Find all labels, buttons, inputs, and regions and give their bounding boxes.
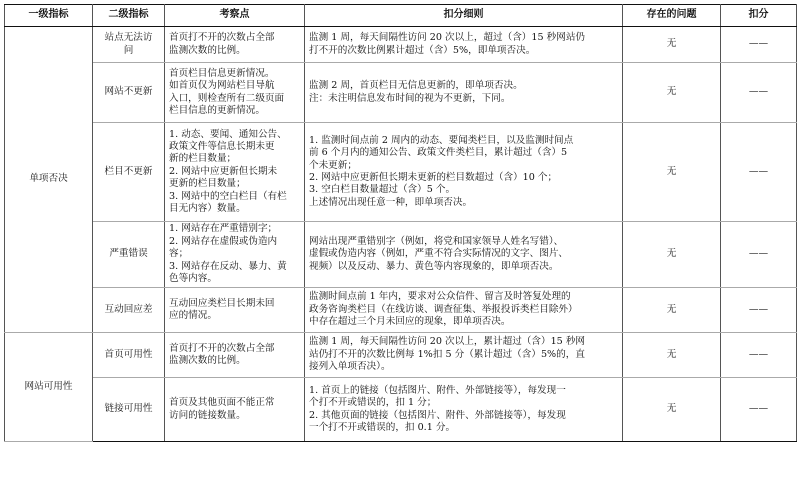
problem-cell: 无 — [623, 333, 721, 378]
level2-cell: 互动回应差 — [93, 288, 165, 333]
table-row — [5, 222, 797, 288]
deduction-cell: —— — [721, 378, 797, 442]
table-row — [5, 333, 797, 378]
table-row — [5, 27, 797, 63]
deduction-cell: —— — [721, 123, 797, 222]
check-point-cell: 1. 网站存在严重错别字； 2. 网站存在虚假或伪造内 容； 3. 网站存在反动、暴力、黄 色等内容。 — [165, 222, 305, 288]
header-level2: 二级指标 — [93, 5, 165, 27]
header-row — [5, 5, 797, 27]
level2-cell: 首页可用性 — [93, 333, 165, 378]
check-point-cell: 首页栏目信息更新情况。 如首页仅为网站栏目导航 入口，则检查所有二级页面 栏目信息的更新情况。 — [165, 63, 305, 123]
header-level1: 一级指标 — [5, 5, 93, 27]
problem-cell: 无 — [623, 27, 721, 63]
level2-cell: 站点无法访 问 — [93, 27, 165, 63]
table-row — [5, 378, 797, 442]
table-row — [5, 63, 797, 123]
deduction-cell: —— — [721, 288, 797, 333]
deduction-cell: —— — [721, 27, 797, 63]
problem-cell: 无 — [623, 288, 721, 333]
deduction-rule-cell: 1. 监测时间点前 2 周内的动态、要闻类栏目，以及监测时间点 前 6 个月内的通知公告、政策文件类栏目，累计超过（含）5 个未更新； 2. 网站中应更新但长期未更新的栏目数超过（含）10 个； 3. 空白栏目数量超过（含）5 个。 上述情况出现任意一种，即单项否决。 — [305, 123, 623, 222]
check-point-cell: 互动回应类栏目长期未回 应的情况。 — [165, 288, 305, 333]
level2-cell: 网站不更新 — [93, 63, 165, 123]
header-deduction-rules: 扣分细则 — [305, 5, 623, 27]
deduction-rule-cell: 监测 1 周，每天间隔性访问 20 次以上，累计超过（含）15 秒网 站仍打不开的次数比例每 1%扣 5 分（累计超过（含）5%的，直 接列入单项否决）。 — [305, 333, 623, 378]
problem-cell: 无 — [623, 123, 721, 222]
level2-cell: 栏目不更新 — [93, 123, 165, 222]
check-point-cell: 首页打不开的次数占全部 监测次数的比例。 — [165, 333, 305, 378]
deduction-rule-cell: 监测时间点前 1 年内，要求对公众信件、留言及时答复处理的 政务咨询类栏目（在线访谈、调查征集、举报投诉类栏目除外） 中存在超过三个月未回应的现象，即单项否决。 — [305, 288, 623, 333]
problem-cell: 无 — [623, 378, 721, 442]
header-problems: 存在的问题 — [623, 5, 721, 27]
deduction-rule-cell: 监测 2 周，首页栏目无信息更新的，即单项否决。 注：未注明信息发布时间的视为不更新，下同。 — [305, 63, 623, 123]
check-point-cell: 首页及其他页面不能正常 访问的链接数量。 — [165, 378, 305, 442]
level1-cell: 单项否决 — [5, 27, 93, 333]
deduction-cell: —— — [721, 222, 797, 288]
level2-cell: 链接可用性 — [93, 378, 165, 442]
check-point-cell: 首页打不开的次数占全部 监测次数的比例。 — [165, 27, 305, 63]
deduction-rule-cell: 1. 首页上的链接（包括图片、附件、外部链接等），每发现一 个打不开或错误的，扣 1 分； 2. 其他页面的链接（包括图片、附件、外部链接等），每发现 一个打不开或错误的，扣 0.1 分。 — [305, 378, 623, 442]
table-row — [5, 123, 797, 222]
deduction-rule-cell: 监测 1 周，每天间隔性访问 20 次以上，超过（含）15 秒网站仍 打不开的次数比例累计超过（含）5%，即单项否决。 — [305, 27, 623, 63]
deduction-cell: —— — [721, 63, 797, 123]
deduction-cell: —— — [721, 333, 797, 378]
level1-cell: 网站可用性 — [5, 333, 93, 442]
header-check-point: 考察点 — [165, 5, 305, 27]
problem-cell: 无 — [623, 222, 721, 288]
level2-cell: 严重错误 — [93, 222, 165, 288]
evaluation-table — [4, 4, 797, 442]
table-row — [5, 288, 797, 333]
problem-cell: 无 — [623, 63, 721, 123]
deduction-rule-cell: 网站出现严重错别字（例如，将党和国家领导人姓名写错）、 虚假或伪造内容（例如，严重不符合实际情况的文字、图片、 视频）以及反动、暴力、黄色等内容现象的，即单项否决。 — [305, 222, 623, 288]
header-deduction: 扣分 — [721, 5, 797, 27]
check-point-cell: 1. 动态、要闻、通知公告、 政策文件等信息长期未更 新的栏目数量； 2. 网站中应更新但长期未 更新的栏目数量； 3. 网站中的空白栏目（有栏 目无内容）数量。 — [165, 123, 305, 222]
